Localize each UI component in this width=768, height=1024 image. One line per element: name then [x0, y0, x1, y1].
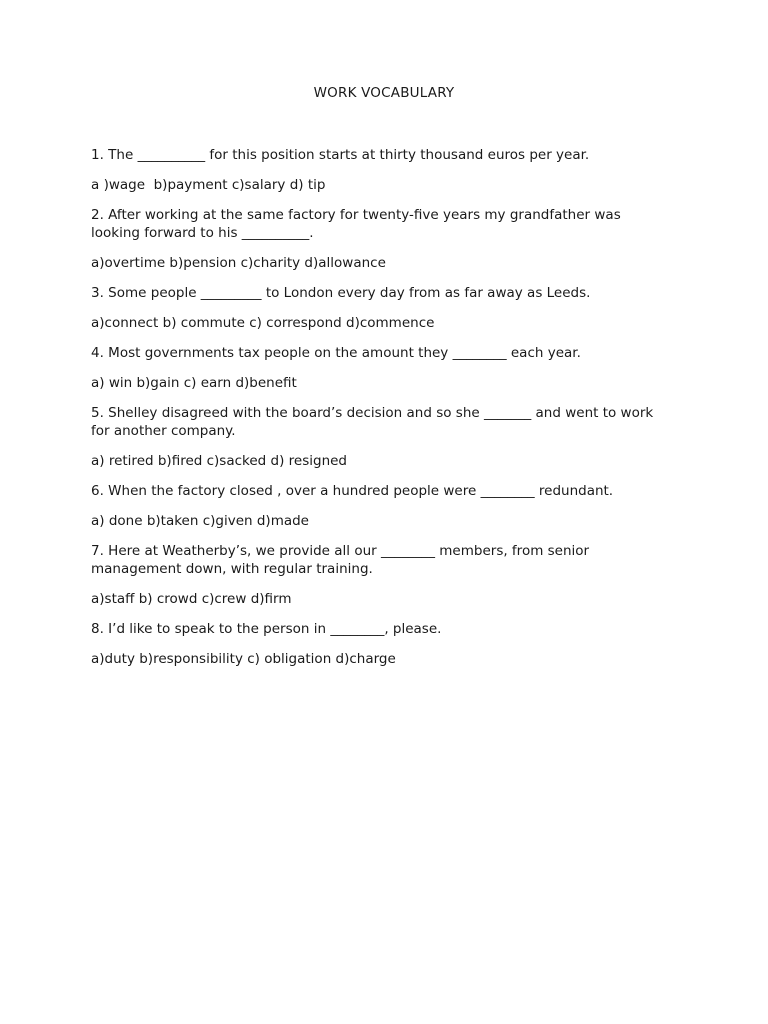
exercise-list	[91, 146, 671, 680]
answer-options: a) win b)gain c) earn d)benefit	[91, 375, 297, 391]
answer-options: a) retired b)fired c)sacked d) resigned	[91, 453, 348, 469]
question-text: 7. Here at Weatherby’s, we provide all our ________ members, from senior management down, with regular training.	[91, 543, 590, 577]
answer-options: a)staff b) crowd c)crew d)firm	[91, 591, 292, 607]
question-item-1	[91, 146, 671, 194]
question-text: 5. Shelley disagreed with the board’s decision and so she _______ and went to work for another company.	[91, 405, 654, 439]
page-title: WORK VOCABULARY	[313, 85, 455, 101]
question-text: 2. After working at the same factory for twenty-five years my grandfather was looking forward to his __________.	[91, 207, 621, 241]
question-text: 8. I’d like to speak to the person in ________, please.	[91, 621, 442, 637]
question-item-5	[91, 404, 671, 470]
question-item-4	[91, 344, 671, 392]
question-item-6	[91, 482, 671, 530]
question-text: 4. Most governments tax people on the amount they ________ each year.	[91, 345, 581, 361]
question-item-8	[91, 620, 671, 668]
question-text: 6. When the factory closed , over a hundred people were ________ redundant.	[91, 483, 614, 499]
answer-options: a) done b)taken c)given d)made	[91, 513, 309, 529]
question-text: 3. Some people _________ to London every day from as far away as Leeds.	[91, 285, 591, 301]
answer-options: a)connect b) commute c) correspond d)commence	[91, 315, 435, 331]
answer-options: a)duty b)responsibility c) obligation d)charge	[91, 651, 396, 667]
question-item-2	[91, 206, 671, 272]
question-text: 1. The __________ for this position starts at thirty thousand euros per year.	[91, 147, 590, 163]
question-item-3	[91, 284, 671, 332]
answer-options: a)overtime b)pension c)charity d)allowance	[91, 255, 386, 271]
answer-options: a )wage b)payment c)salary d) tip	[91, 177, 326, 193]
question-item-7	[91, 542, 671, 608]
